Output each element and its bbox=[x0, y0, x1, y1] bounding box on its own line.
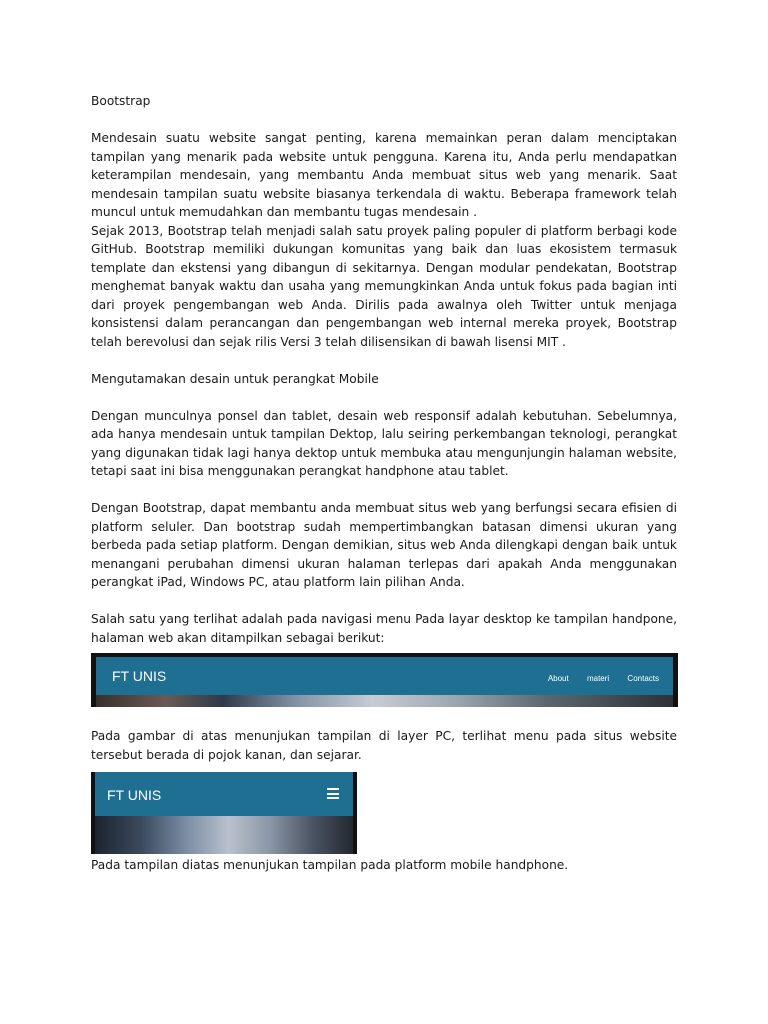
desktop-navbar bbox=[96, 657, 673, 695]
desktop-menu-contacts: Contacts bbox=[627, 674, 659, 683]
document-title: Bootstrap bbox=[91, 94, 151, 108]
mobile-paragraph-2: Dengan Bootstrap, dapat membantu anda membuat situs web yang berfungsi secara efisien di platform seluler. Dan bootstrap sudah mempertimbangkan batasan dimensi ukuran yang berbeda pada setiap platform. Dengan demikian, situs web Anda dilengkapi dengan baik untuk menangani perubahan dimensi ukuran halaman terlepas dari apakah Anda menggunakan perangkat iPad, Windows PC, atau platform lain pilihan Anda. bbox=[91, 501, 677, 589]
mobile-caption: Pada tampilan diatas menunjukan tampilan pada platform mobile handphone. bbox=[91, 858, 569, 872]
mobile-hero-photo bbox=[95, 816, 353, 854]
desktop-brand: FT UNIS bbox=[112, 668, 167, 684]
history-paragraph: Sejak 2013, Bootstrap telah menjadi salah satu proyek paling populer di platform berbagi kode GitHub. Bootstrap memiliki dukungan komunitas yang baik dan luas ekosistem termasuk template dan ekstensi yang dibangun di sekitarnya. Dengan modular pendekatan, Bootstrap menghemat banyak waktu dan usaha yang memungkinkan Anda untuk fokus pada bagian inti dari proyek pengembangan web Anda. Dirilis pada awalnya oleh Twitter untuk menjaga konsistensi dalam perancangan dan pengembangan web internal mereka proyek, Bootstrap telah berevolusi dan sejak rilis Versi 3 telah dilisensikan di bawah lisensi MIT . bbox=[91, 223, 677, 349]
mobile-screenshot bbox=[91, 772, 357, 854]
desktop-caption: Pada gambar di atas menunjukan tampilan di layer PC, terlihat menu pada situs website tersebut berada di pojok kanan, dan sejarar. bbox=[91, 729, 677, 762]
desktop-menu-about: About bbox=[547, 674, 569, 683]
desktop-menu bbox=[532, 670, 659, 689]
mobile-paragraph-1: Dengan munculnya ponsel dan tablet, desain web responsif adalah kebutuhan. Sebelumnya, ada hanya mendesain untuk tampilan Dektop, lalu seiring perkembangan teknologi, perangkat yang digunakan tidak lagi hanya dektop untuk membuka atau mengunjungin halaman website, tetapi saat ini bisa menggunakan perangkat handphone atau tablet. bbox=[91, 408, 677, 478]
hamburger-icon bbox=[327, 788, 339, 799]
intro-paragraph: Mendesain suatu website sangat penting, karena memainkan peran dalam menciptakan tampilan yang menarik pada website untuk pengguna. Karena itu, Anda perlu mendapatkan keterampilan mendesain, yang membantu Anda membuat situs web yang menarik. Saat mendesain tampilan suatu website biasanya terkendala di waktu. Beberapa framework telah muncul untuk memudahkan dan membantu tugas mendesain . bbox=[91, 131, 677, 219]
section-heading: Mengutamakan desain untuk perangkat Mobile bbox=[91, 371, 379, 386]
desktop-hero-photo bbox=[96, 695, 673, 707]
mobile-brand: FT UNIS bbox=[107, 787, 162, 803]
mobile-navbar bbox=[95, 772, 353, 816]
document-body bbox=[91, 92, 677, 875]
desktop-menu-materi: materi bbox=[586, 674, 610, 683]
desktop-screenshot bbox=[91, 653, 678, 707]
nav-paragraph: Salah satu yang terlihat adalah pada navigasi menu Pada layar desktop ke tampilan handpone, halaman web akan ditampilkan sebagai berikut: bbox=[91, 612, 677, 645]
